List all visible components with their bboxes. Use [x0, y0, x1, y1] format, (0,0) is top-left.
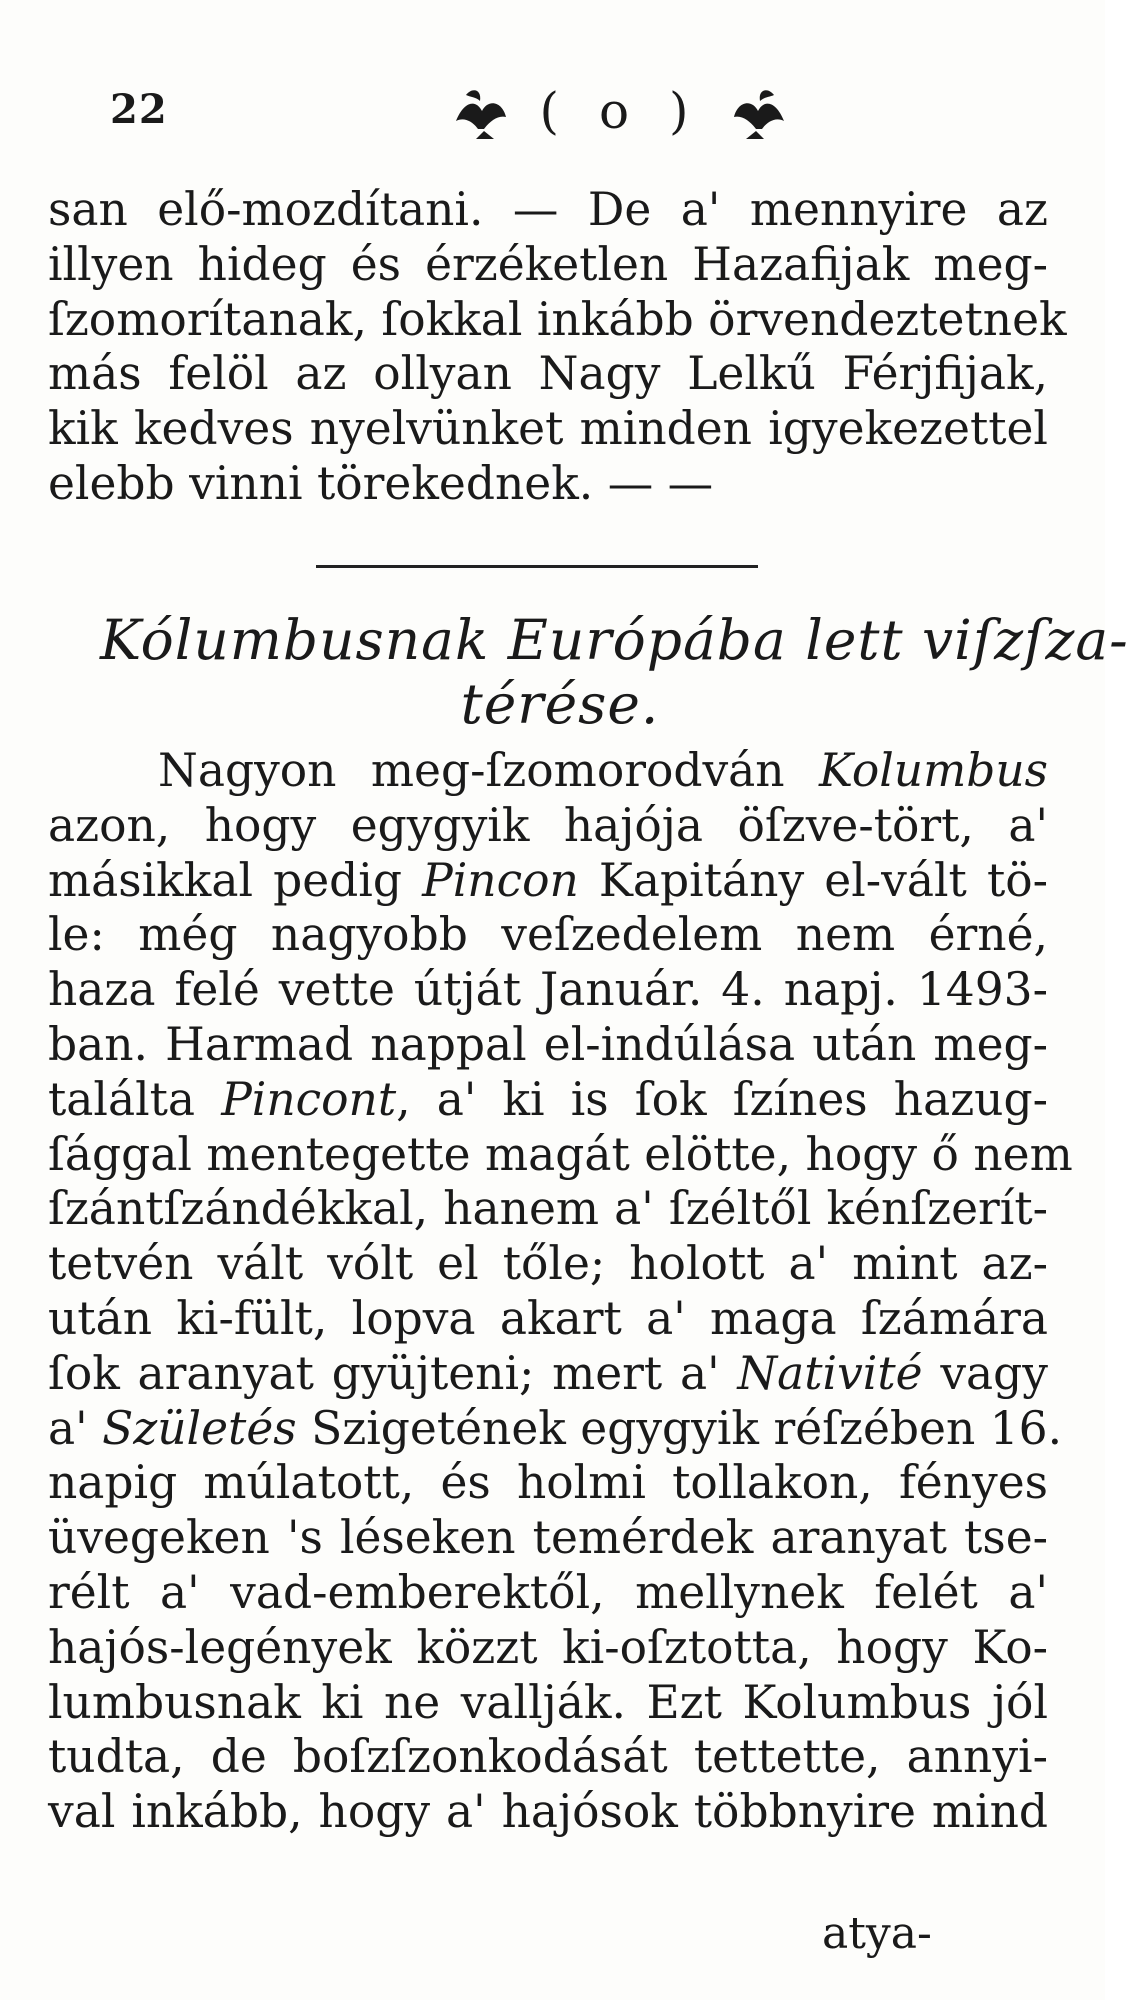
text-line: után ki-fült, lopva akart a' maga ſzámára: [48, 1291, 1048, 1345]
text-line: azon, hogy egygyik hajója öſzve-tört, a': [48, 798, 1048, 852]
paragraph-2: [48, 744, 1073, 1840]
page-header: [100, 72, 1020, 152]
text-line: le: még nagyobb veſzedelem nem érné,: [48, 908, 1048, 962]
text-line: lumbusnak ki ne vallják. Ezt Kolumbus jól: [48, 1675, 1048, 1729]
text-line: ſzomorítanak, ſokkal inkább örvendeztetnek: [48, 292, 1067, 346]
floral-ornament-icon: [446, 81, 516, 141]
text-line: napig múlatott, és holmi tollakon, fényes: [48, 1456, 1048, 1510]
text-line: haza felé vette útját Január. 4. napj. 1493-: [48, 963, 1048, 1017]
text-run: , a' ki is ſok ſzínes hazug-: [396, 1072, 1048, 1126]
italic-name: Születés: [102, 1401, 297, 1455]
text-run: vagy: [922, 1346, 1048, 1400]
text-line: ſzántſzándékkal, hanem a' ſzéltől kénſzerít-: [48, 1182, 1048, 1236]
text-run: Szigetének egygyik réſzében 16.: [296, 1401, 1063, 1455]
text-line: ban. Harmad nappal el-indúlása után meg-: [48, 1017, 1048, 1071]
text-line: hajós-legények közzt ki-oſztotta, hogy Ko-: [48, 1620, 1048, 1674]
header-ornament-group: [390, 76, 850, 146]
page-number: 22: [110, 86, 168, 133]
text-run: a': [48, 1401, 103, 1455]
text-run: találta: [48, 1072, 222, 1126]
text-run: Nagyon meg-ſzomorodván: [158, 744, 820, 797]
text-line: tetvén vált vólt el tőle; holott a' mint az-: [48, 1237, 1048, 1291]
text-line: kik kedves nyelvünket minden igyekezettel: [48, 402, 1048, 456]
text-line: elebb vinni törekednek. — —: [48, 456, 714, 510]
italic-name: Nativité: [737, 1346, 923, 1400]
header-mark: ( o ): [539, 82, 701, 140]
text-line: ſággal mentegette magát elötte, hogy ő nem: [48, 1127, 1073, 1181]
floral-ornament-icon: [724, 81, 794, 141]
text-line: tudta, de boſzſzonkodását tettette, annyi-: [48, 1730, 1048, 1784]
italic-name: Kolumbus: [819, 744, 1048, 797]
italic-name: Pincont: [221, 1072, 397, 1126]
text-line: val inkább, hogy a' hajósok többnyire mind: [48, 1785, 1048, 1839]
text-line: [48, 1401, 1063, 1457]
text-line: üvegeken 's léseken temérdek aranyat tse-: [48, 1511, 1048, 1565]
text-line: [48, 744, 1048, 799]
paragraph-1: [48, 183, 1067, 512]
section-title-line: térése.: [460, 672, 660, 736]
text-run: másikkal pedig: [48, 853, 423, 907]
text-line: [48, 1347, 1048, 1402]
text-line: más felöl az ollyan Nagy Lelkű Férjfijak,: [48, 347, 1048, 401]
section-title-line: Kólumbusnak Európába lett viſzſza-: [100, 608, 1129, 672]
text-run: Kapitány el-vált tö-: [578, 853, 1049, 907]
italic-name: Pincon: [422, 853, 579, 907]
catchword: atya-: [822, 1908, 932, 1959]
section-divider: [316, 565, 758, 568]
text-run: ſok aranyat gyüjteni; mert a': [48, 1346, 738, 1400]
section-title: [100, 608, 1129, 736]
text-line: [48, 854, 1048, 909]
text-line: rélt a' vad-emberektől, mellynek felét a': [48, 1565, 1048, 1619]
text-line: illyen hideg és érzéketlen Hazafijak meg-: [48, 237, 1048, 291]
text-line: [48, 1073, 1048, 1128]
text-line: san elő-mozdítani. — De a' mennyire az: [48, 183, 1048, 236]
